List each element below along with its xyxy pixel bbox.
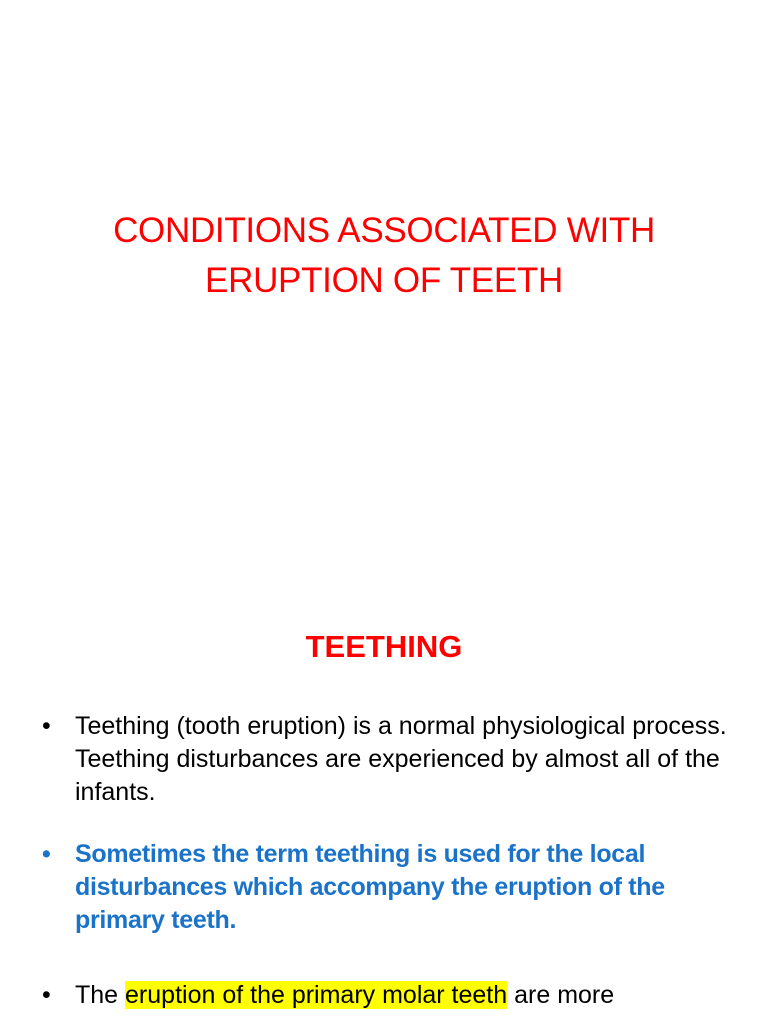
slide-title — [0, 206, 768, 306]
bullet-dot-icon: • — [42, 712, 51, 740]
bullet-dot-icon: • — [42, 981, 51, 1009]
bullet-text: Sometimes the term teething is used for the local disturbances which accompany the eruption of the primary teeth. — [75, 840, 665, 934]
bullet-list — [42, 710, 732, 1012]
bullet-text: Teething (tooth eruption) is a normal physiological process. Teething disturbances are experienced by almost all of the infants. — [75, 712, 727, 806]
bullet-item-3 — [42, 979, 732, 1012]
highlighted-text: eruption of the primary molar teeth — [125, 981, 508, 1009]
slide-title-line-1: CONDITIONS ASSOCIATED WITH — [113, 211, 655, 250]
bullet-item-2 — [42, 838, 732, 937]
slide-title-line-2: ERUPTION OF TEETH — [205, 261, 563, 300]
bullet-item-1 — [42, 710, 732, 809]
section-heading: TEETHING — [305, 629, 463, 664]
bullet-text-start: The — [75, 981, 126, 1009]
bullet-text-end: are more — [507, 981, 615, 1009]
bullet-dot-icon: • — [42, 840, 51, 868]
